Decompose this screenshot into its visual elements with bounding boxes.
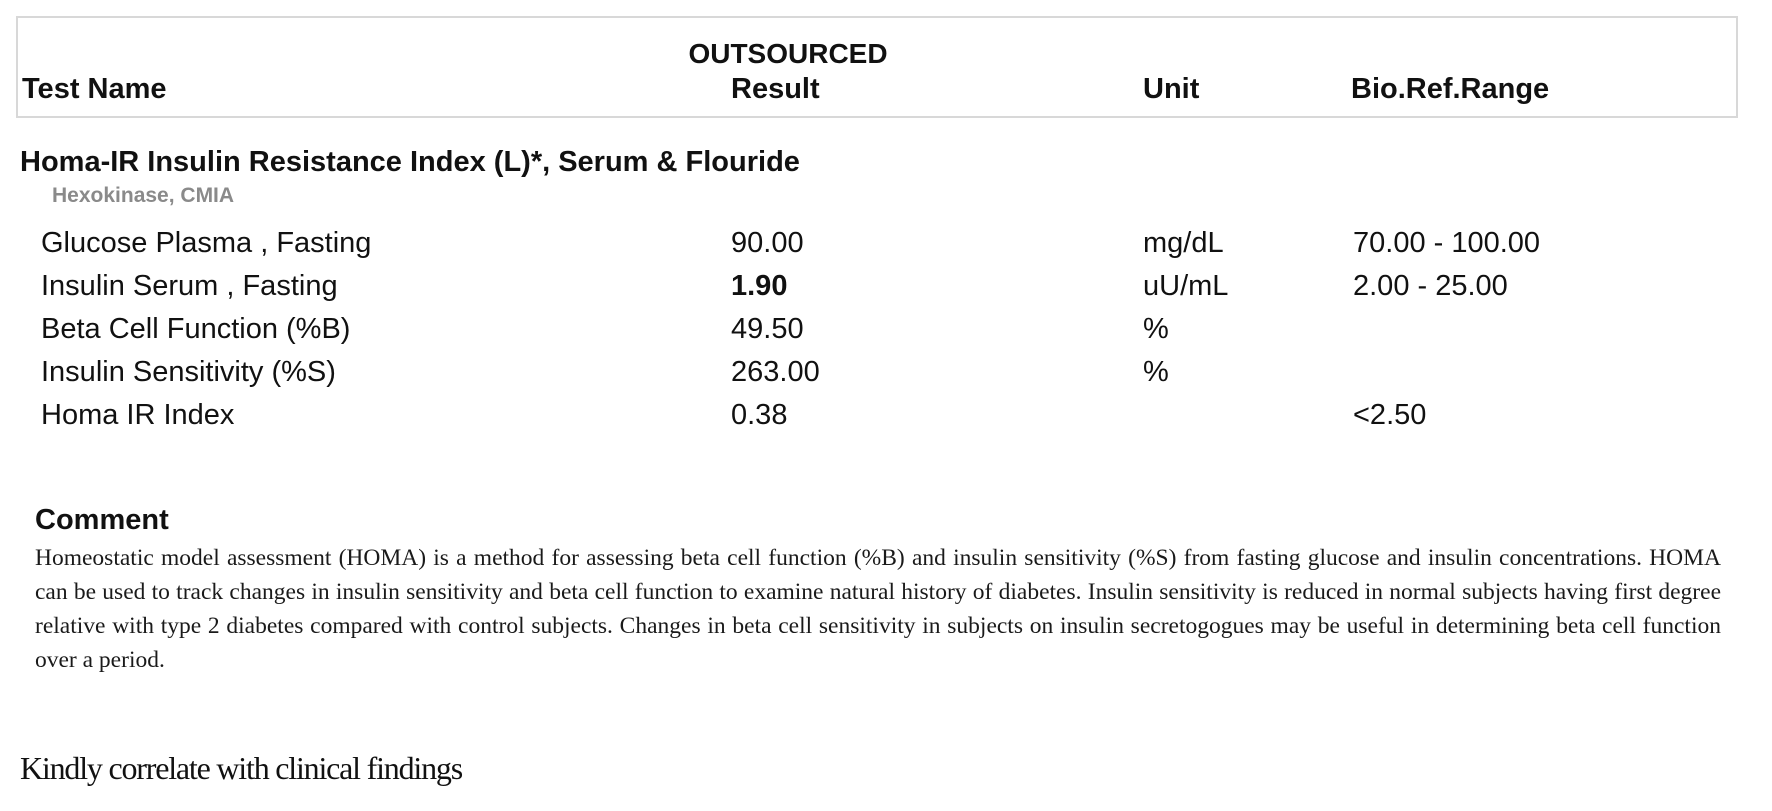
column-header-ref-range: Bio.Ref.Range bbox=[1351, 73, 1550, 105]
column-header-unit: Unit bbox=[1143, 73, 1200, 105]
result-cell: 263.00 bbox=[731, 356, 820, 388]
result-cell: 49.50 bbox=[731, 313, 804, 345]
test-name-cell: Homa IR Index bbox=[41, 399, 235, 431]
test-name-cell: Insulin Sensitivity (%S) bbox=[41, 356, 336, 388]
ref-range-cell: 70.00 - 100.00 bbox=[1353, 227, 1541, 259]
table-row bbox=[0, 315, 1772, 355]
footer-note: Kindly correlate with clinical findings bbox=[20, 750, 462, 786]
test-method: Hexokinase, CMIA bbox=[52, 184, 235, 207]
result-cell: 90.00 bbox=[731, 227, 804, 259]
table-row bbox=[0, 358, 1772, 398]
table-row bbox=[0, 401, 1772, 441]
result-cell-flagged: 1.90 bbox=[731, 270, 788, 302]
unit-cell: mg/dL bbox=[1143, 227, 1224, 259]
ref-range-cell: 2.00 - 25.00 bbox=[1353, 270, 1508, 302]
test-title: Homa-IR Insulin Resistance Index (L)*, Serum & Flouride bbox=[20, 146, 800, 178]
unit-cell: uU/mL bbox=[1143, 270, 1229, 302]
test-name-cell: Beta Cell Function (%B) bbox=[41, 313, 351, 345]
comment-heading: Comment bbox=[35, 504, 169, 536]
unit-cell: % bbox=[1143, 356, 1169, 388]
comment-text: Homeostatic model assessment (HOMA) is a method for assessing beta cell function (%B) and insulin sensitivity (%S) from fasting glucose and insulin concentrations. HOMA can be used to track changes in insulin sensitivity and beta cell function to examine natural history of diabetes. Insulin sensitivity is reduced in normal subjects having first degree relative with type 2 diabetes compared with control subjects. Changes in beta cell sensitivity in subjects on insulin secretogogues may be useful in determining beta cell function over a period. bbox=[35, 545, 1721, 673]
ref-range-cell: <2.50 bbox=[1353, 399, 1427, 431]
table-row bbox=[0, 229, 1772, 269]
outsourced-banner: OUTSOURCED bbox=[688, 38, 888, 69]
column-header-test-name: Test Name bbox=[22, 73, 167, 105]
test-name-cell: Glucose Plasma , Fasting bbox=[41, 227, 372, 259]
column-header-result: Result bbox=[731, 73, 820, 105]
unit-cell: % bbox=[1143, 313, 1169, 345]
table-row bbox=[0, 272, 1772, 312]
result-cell: 0.38 bbox=[731, 399, 788, 431]
test-name-cell: Insulin Serum , Fasting bbox=[41, 270, 338, 302]
